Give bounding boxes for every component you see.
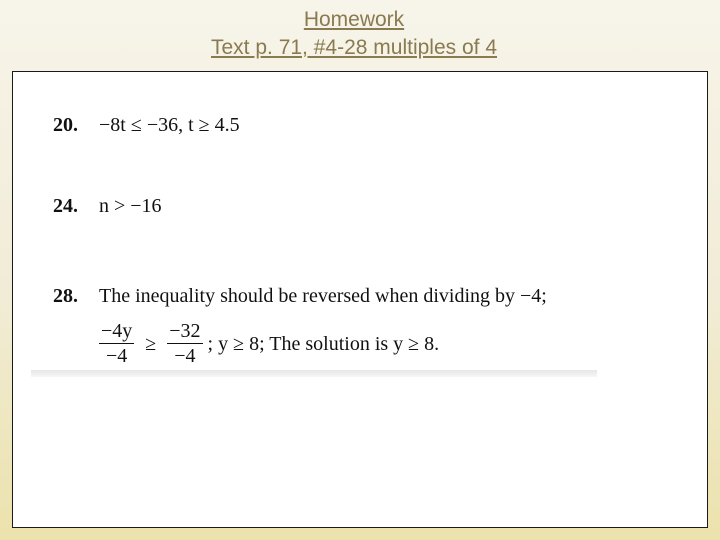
slide-title: Homework bbox=[303, 8, 405, 31]
slide-subtitle: Text p. 71, #4-28 multiples of 4 bbox=[211, 36, 497, 59]
fraction-denominator: −4 bbox=[106, 345, 128, 367]
solution-text: ; y ≥ 8; The solution is y ≥ 8. bbox=[207, 332, 440, 355]
problem-explanation: The inequality should be reversed when dividing by −4; bbox=[99, 285, 547, 307]
problem-number: 20. bbox=[53, 114, 78, 136]
answer-image bbox=[31, 72, 597, 370]
solution-line bbox=[99, 319, 439, 371]
problem-number: 24. bbox=[53, 195, 78, 217]
image-bottom-edge bbox=[31, 370, 597, 377]
content-panel bbox=[12, 71, 708, 528]
problem-20 bbox=[53, 112, 240, 138]
fraction-numerator: −32 bbox=[169, 320, 201, 342]
inequality-sign: ≥ bbox=[145, 332, 157, 355]
fraction-left bbox=[99, 319, 134, 368]
fraction-denominator: −4 bbox=[174, 345, 196, 367]
problem-24 bbox=[53, 193, 162, 219]
fraction-right bbox=[167, 319, 202, 368]
problem-answer: −8t ≤ −36, t ≥ 4.5 bbox=[99, 114, 240, 136]
problem-number: 28. bbox=[53, 285, 78, 307]
fraction-numerator: −4y bbox=[101, 320, 133, 342]
problem-answer: n > −16 bbox=[99, 195, 162, 217]
problem-28 bbox=[53, 283, 547, 367]
